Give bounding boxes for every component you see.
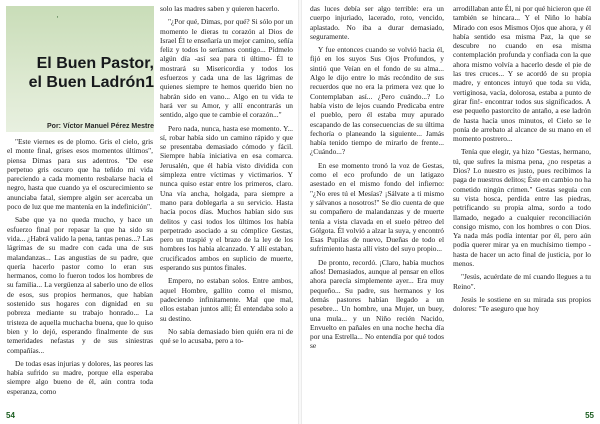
right-page [302,0,600,424]
paragraph: solo las madres saben y quieren hacerlo. [160,4,280,13]
column-2 [160,4,293,412]
paragraph: Tenía que elegir, ya hizo "Gestas, hermano, tú, que sufres la misma pena, ¿no respetas a Dios? Lo nuestro es justo, pues recibimos la paga de nuestros delitos; Éste en cambio no ha cometido ningún crimen." Gestas seguía con su vista hosca, perdida entre las piedras, petrificando su propia alma, sordo a todo llamado, negado a cualquier reconciliación consigo mismo, con los hombres o con Dios. Ya nada más podía intentar por él, pero aún podía querer mirar ya en muchísimo tiempo -hasta de hacer un acto final de justicia, por lo menos. [453,147,591,269]
paragraph: Sabe que ya no queda mucho, y hace un esfuerzo final por repasar la que ha sido su vida... ¿Habrá valido la pena, tantas penas...? Las lágrimas de su madre con cada una de sus malandanzas... Las angustias de su padre, que quería hacerlo pastor como lo eran sus hermanos, como lo fueron todos los hombres de su familia... La vergüenza al saberlo uno de ellos de esos, sus propios hermanos, que habían sostenido sus hogares con dignidad en su pobreza mediante su trabajo honrado... La tristeza de aquella muchacha buena, que lo quiso bien y lo dejó, esperando finalmente de sus temeridades nefastas y de sus siniestras compañías... [7,215,153,355]
paragraph: Y fue entonces cuando se volvió hacia él, fijó en los suyos Sus Ojos Profundos, y sintió que Veían en el fondo de su alma... Algo le dijo entre lo más recóndito de sus recuerdos que no era la primera vez que lo Contemplaban así... ¿Pero cuándo...? Lo había visto de lejos cuando Predicaba entre el pueblo, pero él estaba muy apurado escapando de las consecuencias de su última fechoría o planeando la siguiente... Jamás había tenido tiempo de mirarlo de frente... ¿Cuándo...? [310,45,444,157]
column-3 [310,4,444,412]
paragraph: "Jesús, acuérdate de mí cuando llegues a tu Reino". [453,272,591,291]
paragraph: En ese momento tronó la voz de Gestas, como el eco profundo de un latigazo asestado en el mismo fondo del infierno: "¿No eres tú el Mesías? ¡Sálvate a ti mismo y sálvanos a nosotros!" Se dio cuenta de que su compañero de malandanzas y de muerte tenía a vista clavada en el suelo pétreo del Gólgota. Él volvió a alzar la suya, y encontró Esas Pupilas de nuevo, Dueñas de todo el sufrimiento hasta allí visto del suyo propio... [310,160,444,254]
column-4 [453,4,591,412]
paragraph: De todas esas injurias y dolores, las peores las había sufrido su madre, porque ella esperaba siempre algo bueno de él, aún contra toda esperanza, como [7,358,153,396]
paragraph: Empero, no estaban solos. Entre ambos, aquel Hombre, gallito como el mismo, padeciendo infinitamente. Mal que mal, ellos estaban juntos allí; Él entendaba solo a su destino. [160,276,293,323]
paragraph: De pronto, recordó. ¡Claro, había muchos años! Demasiados, aunque al pensar en ellos ahora parecía simplemente ayer... Era muy pequeño... Su padre, sus hermanos y los demás pastores habían llegado a un pesebre... Un hombre, una Mujer, un buey, una mula... y un Niño recién Nacido, Envuelto en pañales en una noche hecha día por una Estrella... No entendía por qué todos se [310,257,444,351]
title-line-1: El Buen Pastor, [36,55,154,72]
paragraph: No sabía demasiado bien quién era ni de qué se lo acusaba, pero a to- [160,326,293,346]
paragraph: "¿Por qué, Dimas, por qué? Si sólo por un momento le dieras tu corazón al Dios de Israel Él te enseñaría un mejor camino, señía feliz y todos lo seríamos contigo... Pídmelo algún día -así sea para ti último- Él te mostrará su Misericordia y todos los esfuerzos y cada una de las lágrimas de quienes siempre te hemos querido bien no habrán sido en vano... Algo en tu vida te hará ver su Amor, y allí encontrarás un sentido, algo que te cambie el corazón..." [160,17,293,120]
left-page [0,0,298,424]
byline: Por: Víctor Manuel Pérez Mestre [47,123,154,130]
title-block [6,6,154,132]
page-number-left: 54 [6,411,15,420]
paragraph: Jesús le sostiene en su mirada sus propios dolores: "Te aseguro que hoy [453,294,591,314]
paragraph: arrodillaban ante Él, ni por qué hicieron que él también se hincara... Y el Niño lo había Mirado con esos Mismos Ojos que ahora, y él había sentido esa misma Paz, la que se descubre no cuando en esa misma contemplación profunda y confiada con la que ahora mismo volvía a hacerlo desde el pie de las tres cruces... Y se acordó de su propia madre, y entonces intuyó que toda su vida, vertiginosa, vacía, dolorosa, estaba a punto de girar fin!- encontrar todos sus significados. A ese pequeño pastorcito de antaño, a ese ladrón de hasta hacía unos minutos, el Cielo se le ponía de arrebato al alcance de su mano en el momento postrero... [453,4,591,144]
paragraph: das luces debía ser algo terrible: era un cuerpo injuriado, lacerado, roto, vencido, aplastado. No iba a durar demasiado, seguramente. [310,4,444,41]
page-number-right: 55 [585,411,594,420]
decorative-dot: · [56,12,59,22]
title-line-2: el Buen Ladrón1 [28,74,154,91]
paragraph: "Este viernes es de plomo. Gris el cielo, gris el monte final, grises esos momentos últimos", piensa Dimas para sus adentros. "De ese perpetuo gris oscuro que ha teñido mi vida pareciendo a cada momento resbalarse hacia el negro, hasta que cuando ya el oscurecimiento se anunciaba fatal, siempre algún ser acercaba un poco de luz que me mantenía en la indefinición". [7,137,153,212]
article-title [14,54,154,92]
paragraph: Pero nada, nunca, hasta ese momento. Y... sí, robar había sido un camino rápido y que se presentaba demasiado cómodo y fácil. Siempre había iniciativa en esa comarca. Jerusalén, que él había visto dividida con simpleza entre víctimas y victimarios. Y nunca quiso estar entre los primeros, claro. Una vía ancha, holgada, para siempre a mano para doblegarla a su servicio. Hasta hacía pocos días. Muchos habían sido sus delitos y casi todos los últimos los había perpetrado asociado a su cómplice Gestas, pero un traspié y el brazo de la ley de los hombres los había alcanzado. Y allí estaban, crucificados ambos en suplicio de muerte, esperando sus puntos finales. [160,123,293,273]
column-1 [7,137,153,412]
